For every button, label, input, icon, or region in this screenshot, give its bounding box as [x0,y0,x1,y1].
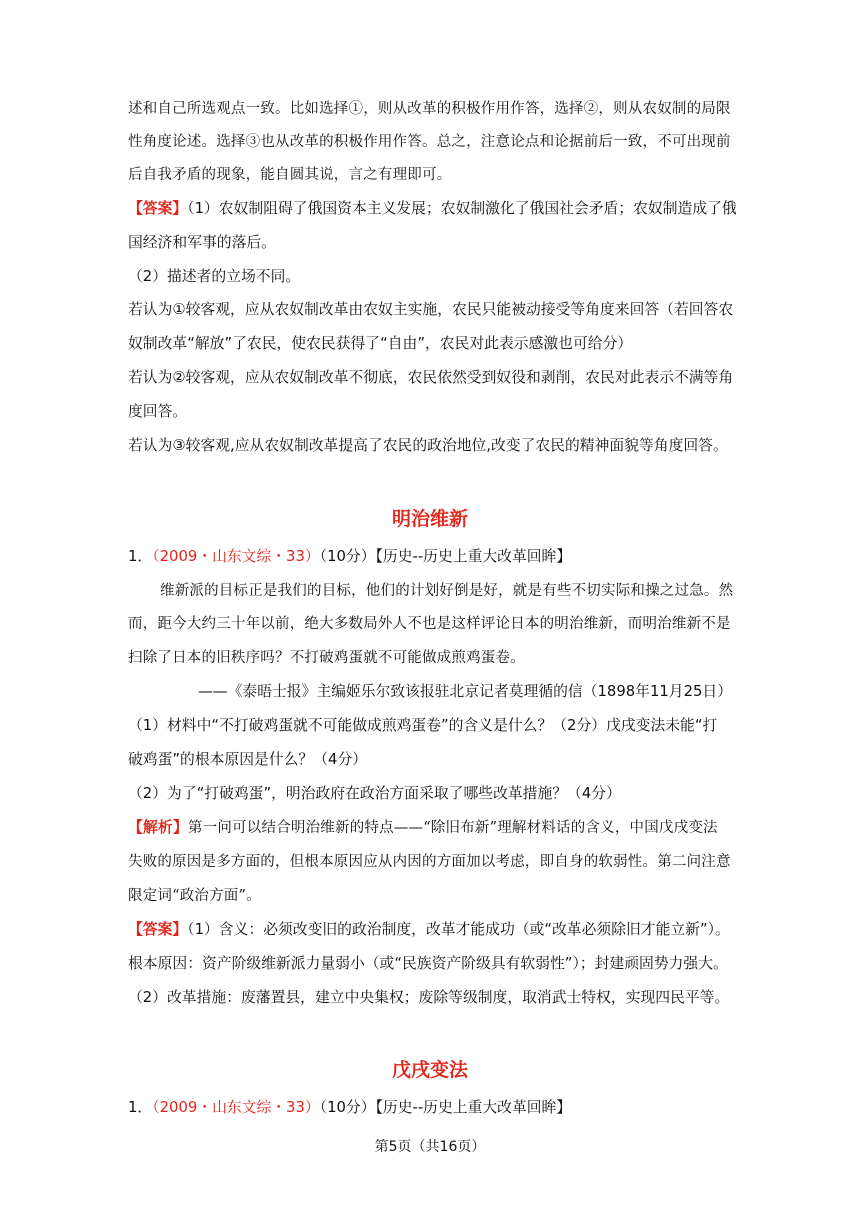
analysis-block [128,817,748,839]
answer-line: 根本原因：资产阶级维新派力量弱小（或“民族资产阶级具有软弱性”）；封建顽固势力强大。 [128,955,728,972]
question-source: （2009・山东文综・33） [152,1099,320,1116]
answer-line: 若认为③较客观,应从农奴制改革提高了农民的政治地位,改变了农民的精神面貌等角度回答。 [128,437,728,454]
page-footer: 第5页（共16页） [374,1139,486,1155]
answer-line: （2）改革措施：废藩置县，建立中央集权；废除等级制度，取消武士特权，实现四民平等。 [128,989,730,1006]
question-meta: （10分）【历史--历史上重大改革回眸】 [319,1099,572,1116]
answer-line: 若认为②较客观，应从农奴制改革不彻底，农民依然受到奴役和剥削，农民对此表示不满等角 [128,369,734,386]
question-line: （2）为了“打破鸡蛋”，明治政府在政治方面采取了哪些改革措施？（4分） [128,785,621,802]
analysis-line: 述和自己所选观点一致。比如选择①，则从改革的积极作用作答，选择②，则从农奴制的局限 [128,101,731,117]
section-title: 明治维新 [391,508,468,530]
question-source: （2009・山东文综・33） [152,548,320,565]
analysis-label: 【解析】 [128,819,188,836]
answer-line: 奴制改革“解放”了农民，使农民获得了“自由”，农民对此表示感激也可给分） [128,335,633,352]
question-number: 1． [128,548,153,565]
answer-line: 若认为①较客观，应从农奴制改革由农奴主实施，农民只能被动接受等角度来回答（若回答农 [128,301,734,318]
analysis-line: 性角度论述。选择③也从改革的积极作用作答。总之，注意论点和论据前后一致，不可出现前 [128,134,731,150]
material-line: 维新派的目标正是我们的目标，他们的计划好倒是好，就是有些不切实际和操之过急。然 [160,583,734,599]
answer-label: 【答案】 [128,200,188,217]
question-header [128,546,748,568]
answer-text: （1）农奴制阻碍了俄国资本主义发展；农奴制激化了俄国社会矛盾；农奴制造成了俄 [187,200,737,217]
question-number: 1． [128,1099,153,1116]
question-line: （1）材料中“不打破鸡蛋就不可能做成煎鸡蛋卷”的含义是什么？（2分）戊戌变法未能“打 [128,717,718,734]
section-title: 戊戌变法 [391,1059,468,1081]
answer-block [128,919,748,941]
answer-text: （1）含义：必须改变旧的政治制度，改革才能成功（或“改革必须除旧才能立新”）。 [187,921,730,938]
answer-line: 度回答。 [128,403,188,420]
answer-block [128,198,748,220]
analysis-line: 限定词“政治方面”。 [128,888,261,904]
analysis-text: 第一问可以结合明治维新的特点——“除旧布新”理解材料话的含义，中国戊戌变法 [188,820,718,836]
analysis-line: 失败的原因是多方面的，但根本原因应从内因的方面加以考虑，即自身的软弱性。第二问注意 [128,854,731,870]
answer-line: （2）描述者的立场不同。 [128,268,301,285]
material-line: 而，距今大约三十年以前，绝大多数局外人不也是这样评论日本的明治维新，而明治维新不是 [128,616,731,632]
answer-label: 【答案】 [128,921,188,938]
material-line: 扫除了日本的旧秩序吗？不打破鸡蛋就不可能做成煎鸡蛋卷。 [128,650,525,666]
question-header [128,1097,748,1119]
material-citation: ——《泰晤士报》主编姬乐尔致该报驻北京记者莫理循的信（1898年11月25日） [198,683,733,700]
question-meta: （10分）【历史--历史上重大改革回眸】 [319,548,572,565]
answer-line: 国经济和军事的落后。 [128,234,276,251]
analysis-line: 后自我矛盾的现象，能自圆其说，言之有理即可。 [128,167,452,183]
question-line: 破鸡蛋”的根本原因是什么？（4分） [128,751,368,768]
